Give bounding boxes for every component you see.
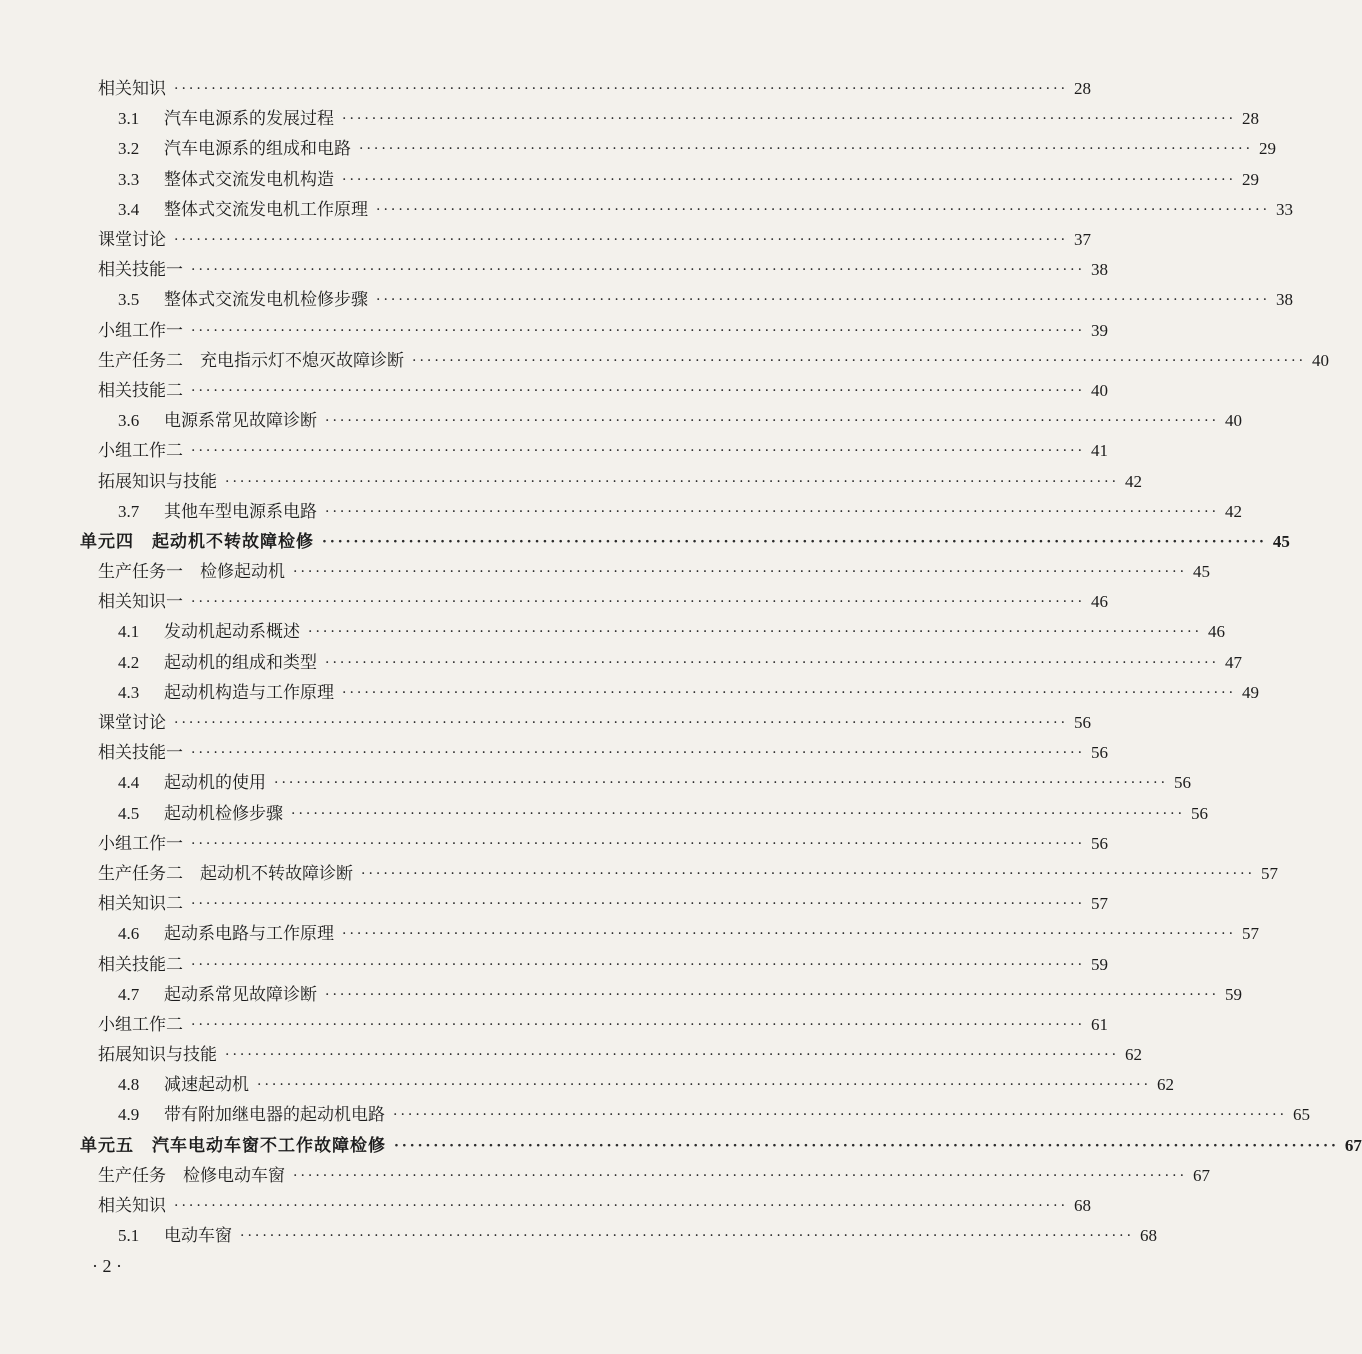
- dot-leader: ························································································································: [191, 896, 1086, 913]
- toc-entry-label: [118, 165, 334, 195]
- dot-leader: ························································································································: [174, 232, 1069, 249]
- dot-leader: ························································································································: [308, 624, 1203, 641]
- section-title: 起动机的使用: [164, 773, 266, 794]
- page-ref: 40: [1225, 411, 1243, 431]
- dot-leader: ························································································································: [325, 654, 1220, 671]
- section-title: 电源系常见故障诊断: [164, 411, 317, 432]
- toc-entry-label: [118, 768, 266, 798]
- page-ref: 40: [1312, 350, 1330, 370]
- section-title: 生产任务一 检修起动机: [98, 562, 285, 583]
- toc-entry[interactable]: [0, 195, 1294, 225]
- dot-leader: ························································································································: [342, 171, 1237, 188]
- dot-leader: ························································································································: [191, 382, 1086, 399]
- toc-entry[interactable]: [0, 497, 1243, 527]
- toc-entry-label: [98, 859, 353, 889]
- dot-leader: ························································································································: [291, 805, 1186, 822]
- toc-entry-label: [98, 436, 183, 466]
- toc-entry-label: [98, 829, 183, 859]
- dot-leader: ························································································································: [412, 352, 1307, 369]
- page-ref: 56: [1091, 743, 1109, 763]
- section-title: 整体式交流发电机构造: [164, 169, 334, 190]
- toc-entry[interactable]: [0, 285, 1294, 315]
- toc-entry-label: [98, 1040, 217, 1070]
- toc-entry-label: [118, 919, 334, 949]
- section-number: 4.5: [118, 803, 140, 823]
- toc-entry-label: [98, 889, 183, 919]
- page-ref: 68: [1074, 1196, 1092, 1216]
- section-title: 整体式交流发电机工作原理: [164, 199, 368, 220]
- dot-leader: ························································································································: [325, 986, 1220, 1003]
- page-ref: 57: [1242, 924, 1260, 944]
- page-ref: 62: [1125, 1045, 1143, 1065]
- page-ref: 57: [1261, 863, 1279, 883]
- section-number: 3.7: [118, 501, 140, 521]
- page-ref: 46: [1208, 622, 1226, 642]
- section-title: 起动机的组成和类型: [164, 652, 317, 673]
- toc-entry-label: [98, 587, 183, 617]
- toc-entry[interactable]: [0, 708, 1092, 738]
- toc-entry-label: [118, 617, 300, 647]
- section-title: 拓展知识与技能: [98, 471, 217, 492]
- toc-entry-label: [98, 708, 166, 738]
- toc-entry[interactable]: [0, 648, 1243, 678]
- toc-entry-label: [118, 285, 368, 315]
- section-number: 4.1: [118, 622, 140, 642]
- page-ref: 42: [1125, 471, 1143, 491]
- toc-entry[interactable]: [0, 104, 1260, 134]
- section-number: 5.1: [118, 1226, 140, 1246]
- dot-leader: ························································································································: [342, 684, 1237, 701]
- section-title: 相关知识二: [98, 894, 183, 915]
- toc-entry[interactable]: [0, 1191, 1092, 1221]
- page-ref: 61: [1091, 1014, 1109, 1034]
- toc-entry[interactable]: [0, 316, 1109, 346]
- toc-entry-label: [118, 648, 317, 678]
- section-title: 相关技能二: [98, 380, 183, 401]
- section-title: 相关知识一: [98, 592, 183, 613]
- dot-leader: ························································································································: [191, 835, 1086, 852]
- toc-entry-label: [98, 738, 183, 768]
- dot-leader: ························································································································: [174, 1198, 1069, 1215]
- toc-entry-label: [98, 557, 285, 587]
- dot-leader: ························································································································: [325, 503, 1220, 520]
- toc-entry[interactable]: [0, 919, 1260, 949]
- dot-leader: ························································································································: [394, 1137, 1339, 1154]
- toc-entry[interactable]: [0, 1040, 1143, 1070]
- toc-entry-label: [80, 527, 314, 557]
- toc-entry[interactable]: [0, 1221, 1158, 1251]
- section-title: 生产任务二 起动机不转故障诊断: [98, 863, 353, 884]
- toc-entry[interactable]: [0, 1010, 1109, 1040]
- dot-leader: ························································································································: [191, 443, 1086, 460]
- section-number: 3.3: [118, 169, 140, 189]
- toc-entry[interactable]: [0, 346, 1330, 376]
- section-number: 4.7: [118, 984, 140, 1004]
- page-ref: 38: [1276, 290, 1294, 310]
- page-ref: 45: [1272, 531, 1290, 551]
- section-title: 起动系电路与工作原理: [164, 924, 334, 945]
- section-number: 4.6: [118, 924, 140, 944]
- toc-entry[interactable]: [0, 134, 1277, 164]
- toc-entry[interactable]: [0, 1161, 1211, 1191]
- toc-entry-label: [118, 195, 368, 225]
- section-number: 4.2: [118, 652, 140, 672]
- section-title: 单元五 汽车电动车窗不工作故障检修: [80, 1135, 386, 1156]
- toc-entry-label: [98, 376, 183, 406]
- section-number: 3.2: [118, 139, 140, 159]
- dot-leader: ························································································································: [274, 775, 1169, 792]
- toc-entry[interactable]: [0, 617, 1226, 647]
- table-of-contents: [0, 74, 1362, 1251]
- toc-entry-label: [98, 1010, 183, 1040]
- toc-entry[interactable]: [0, 466, 1143, 496]
- page-ref: 45: [1193, 562, 1211, 582]
- dot-leader: ························································································································: [191, 745, 1086, 762]
- page-ref: 59: [1225, 984, 1243, 1004]
- section-title: 起动机检修步骤: [164, 803, 283, 824]
- toc-entry-label: [98, 255, 183, 285]
- section-title: 带有附加继电器的起动机电路: [164, 1105, 385, 1126]
- section-title: 课堂讨论: [98, 713, 166, 734]
- section-title: 相关技能一: [98, 260, 183, 281]
- toc-entry[interactable]: [0, 406, 1243, 436]
- dot-leader: ························································································································: [376, 292, 1271, 309]
- toc-entry-label: [118, 799, 283, 829]
- dot-leader: ························································································································: [225, 1047, 1120, 1064]
- toc-entry[interactable]: [0, 557, 1211, 587]
- section-title: 相关知识: [98, 79, 166, 100]
- page-ref: 47: [1225, 652, 1243, 672]
- toc-entry[interactable]: [0, 799, 1209, 829]
- page-ref: 56: [1191, 803, 1209, 823]
- toc-entry-label: [118, 134, 351, 164]
- toc-entry-label: [118, 104, 334, 134]
- page-ref: 59: [1091, 954, 1109, 974]
- toc-entry-label: [98, 74, 166, 104]
- section-title: 课堂讨论: [98, 230, 166, 251]
- page-ref: 62: [1157, 1075, 1175, 1095]
- dot-leader: ························································································································: [361, 865, 1256, 882]
- toc-entry[interactable]: [0, 678, 1260, 708]
- page-ref: 37: [1074, 230, 1092, 250]
- section-title: 相关技能二: [98, 954, 183, 975]
- toc-entry[interactable]: [0, 738, 1109, 768]
- page-ref: 38: [1091, 260, 1109, 280]
- section-title: 单元四 起动机不转故障检修: [80, 531, 314, 552]
- toc-entry-label: [118, 1070, 249, 1100]
- section-title: 生产任务 检修电动车窗: [98, 1165, 285, 1186]
- page-ref: 33: [1276, 199, 1294, 219]
- toc-entry-label: [118, 1100, 385, 1130]
- toc-entry[interactable]: [0, 1070, 1175, 1100]
- toc-entry[interactable]: [0, 889, 1109, 919]
- toc-entry-label: [98, 1191, 166, 1221]
- page-ref: 29: [1259, 139, 1277, 159]
- toc-entry-label: [118, 1221, 232, 1251]
- page-ref: 56: [1074, 713, 1092, 733]
- section-title: 其他车型电源系电路: [164, 501, 317, 522]
- toc-entry[interactable]: [0, 949, 1109, 979]
- toc-entry-label: [98, 1161, 285, 1191]
- page-ref: 39: [1091, 320, 1109, 340]
- page-ref: 56: [1174, 773, 1192, 793]
- page-ref: 49: [1242, 682, 1260, 702]
- section-number: 4.4: [118, 773, 140, 793]
- section-number: 4.9: [118, 1105, 140, 1125]
- dot-leader: ························································································································: [191, 956, 1086, 973]
- page-ref: 28: [1242, 109, 1260, 129]
- section-number: 3.5: [118, 290, 140, 310]
- toc-entry-label: [98, 225, 166, 255]
- page-number: · 2 ·: [92, 1256, 122, 1276]
- dot-leader: ························································································································: [293, 1167, 1188, 1184]
- section-title: 整体式交流发电机检修步骤: [164, 290, 368, 311]
- toc-entry-label: [98, 346, 404, 376]
- toc-entry[interactable]: [0, 255, 1109, 285]
- dot-leader: ························································································································: [191, 1016, 1086, 1033]
- section-number: 3.4: [118, 199, 140, 219]
- page-ref: 68: [1140, 1226, 1158, 1246]
- section-title: 起动系常见故障诊断: [164, 984, 317, 1005]
- section-number: 3.6: [118, 411, 140, 431]
- toc-entry[interactable]: [0, 859, 1279, 889]
- toc-entry[interactable]: [0, 376, 1109, 406]
- page-ref: 46: [1091, 592, 1109, 612]
- toc-entry[interactable]: [0, 436, 1109, 466]
- dot-leader: ························································································································: [325, 413, 1220, 430]
- section-title: 小组工作一: [98, 833, 183, 854]
- dot-leader: ························································································································: [342, 926, 1237, 943]
- section-title: 生产任务二 充电指示灯不熄灭故障诊断: [98, 350, 404, 371]
- dot-leader: ························································································································: [342, 111, 1237, 128]
- section-title: 小组工作一: [98, 320, 183, 341]
- toc-entry-label: [98, 316, 183, 346]
- page-ref: 41: [1091, 441, 1109, 461]
- page-ref: 28: [1074, 79, 1092, 99]
- toc-entry-label: [118, 678, 334, 708]
- section-title: 拓展知识与技能: [98, 1045, 217, 1066]
- page-ref: 57: [1091, 894, 1109, 914]
- toc-entry-label: [118, 980, 317, 1010]
- section-title: 小组工作二: [98, 1014, 183, 1035]
- dot-leader: ························································································································: [376, 201, 1271, 218]
- page-ref: 67: [1344, 1135, 1362, 1155]
- toc-entry[interactable]: [0, 225, 1092, 255]
- page-ref: 56: [1091, 833, 1109, 853]
- dot-leader: ························································································································: [257, 1077, 1152, 1094]
- toc-entry[interactable]: [0, 1100, 1311, 1130]
- toc-entry[interactable]: [0, 1131, 1362, 1161]
- section-title: 汽车电源系的组成和电路: [164, 139, 351, 160]
- page-ref: 29: [1242, 169, 1260, 189]
- toc-entry[interactable]: [0, 980, 1243, 1010]
- section-number: 4.3: [118, 682, 140, 702]
- toc-entry-label: [98, 950, 183, 980]
- dot-leader: ························································································································: [359, 141, 1254, 158]
- toc-entry-label: [118, 497, 317, 527]
- page-ref: 42: [1225, 501, 1243, 521]
- dot-leader: ························································································································: [322, 533, 1267, 550]
- section-title: 相关技能一: [98, 743, 183, 764]
- dot-leader: ························································································································: [393, 1107, 1288, 1124]
- toc-entry[interactable]: [0, 527, 1290, 557]
- page-ref: 65: [1293, 1105, 1311, 1125]
- page-ref: 67: [1193, 1165, 1211, 1185]
- dot-leader: ························································································································: [191, 322, 1086, 339]
- section-number: 4.8: [118, 1075, 140, 1095]
- section-title: 相关知识: [98, 1196, 166, 1217]
- dot-leader: ························································································································: [191, 262, 1086, 279]
- section-title: 汽车电源系的发展过程: [164, 109, 334, 130]
- section-number: 3.1: [118, 109, 140, 129]
- section-title: 起动机构造与工作原理: [164, 682, 334, 703]
- toc-entry[interactable]: [0, 768, 1192, 798]
- dot-leader: ························································································································: [293, 564, 1188, 581]
- toc-entry-label: [98, 467, 217, 497]
- toc-entry-label: [118, 406, 317, 436]
- toc-entry[interactable]: [0, 587, 1109, 617]
- page-ref: 40: [1091, 380, 1109, 400]
- dot-leader: ························································································································: [191, 594, 1086, 611]
- dot-leader: ························································································································: [225, 473, 1120, 490]
- toc-entry[interactable]: [0, 165, 1260, 195]
- section-title: 发动机起动系概述: [164, 622, 300, 643]
- toc-entry[interactable]: [0, 829, 1109, 859]
- section-title: 小组工作二: [98, 441, 183, 462]
- section-title: 减速起动机: [164, 1075, 249, 1096]
- dot-leader: ························································································································: [174, 81, 1069, 98]
- dot-leader: ························································································································: [174, 715, 1069, 732]
- section-title: 电动车窗: [164, 1226, 232, 1247]
- toc-entry[interactable]: [0, 74, 1092, 104]
- dot-leader: ························································································································: [240, 1228, 1135, 1245]
- toc-entry-label: [80, 1131, 386, 1161]
